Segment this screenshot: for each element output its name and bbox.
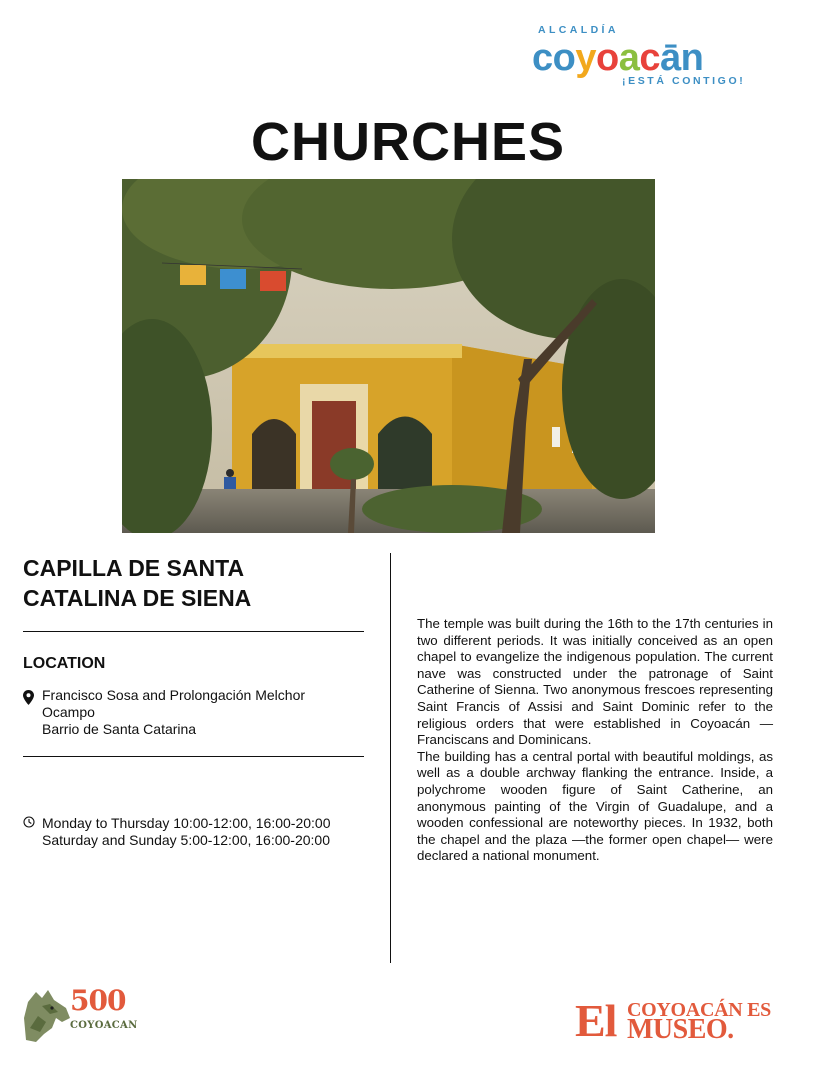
address-line3: Barrio de Santa Catarina (42, 721, 197, 737)
coyoacan-500-logo (22, 986, 137, 1044)
place-name-line2: CATALINA DE SIENA (23, 585, 252, 611)
page-title: CHURCHES (250, 112, 566, 172)
description-paragraph-2: The building has a central portal with beautiful moldings, as well as a double archway flanking the entrance. Inside, a polychrome wooden figure of Saint Catherine, an anonymous painting of the Virgin of Guadalupe, and a wooden confessional are noteworthy pieces. In 1932, both the chapel and the plaza —the former open chapel— were declared a national monument. (417, 748, 773, 864)
opening-hours (42, 815, 362, 849)
description-paragraph-1: The temple was built during the 16th to the 17th centuries in two different periods. It was initially conceived as an open chapel to evangelize the indigenous population. The current nave was constructed under the patronage of Saint Catherine of Sienna. Two anonymous frescoes representing Saint Francis of Assisi and Saint Dominic refer to the religious orders that were established in Coyoacán — Franciscans and Dominicans. (417, 616, 773, 748)
hours-line1: Monday to Thursday 10:00-12:00, 16:00-20:00 (42, 815, 331, 831)
alcaldia-coyoacan-logo (532, 24, 782, 94)
place-name (23, 553, 363, 613)
logo-letter: n (680, 37, 704, 79)
pin-icon (23, 690, 34, 705)
description (417, 616, 773, 865)
divider-bottom (23, 756, 364, 757)
place-name-line1: CAPILLA DE SANTA (23, 555, 245, 581)
coyote-head-icon (22, 988, 72, 1044)
clock-icon (23, 815, 35, 827)
logo-tagline: ¡ESTÁ CONTIGO! (622, 75, 746, 87)
museo-logo-el: El (575, 995, 617, 1046)
logo-letter: ā (660, 37, 681, 79)
address-line1: Francisco Sosa and Prolongación Melchor (42, 687, 306, 703)
logo-letter: c (532, 37, 553, 79)
logo-letter: o (552, 37, 576, 79)
location-label: LOCATION (23, 655, 106, 672)
church-photo (122, 179, 655, 533)
logo-small-text: ALCALDÍA (538, 24, 619, 36)
address-line2: Ocampo (42, 704, 95, 720)
logo-500-number: 500 (70, 984, 126, 1017)
museo-logo-bottom: MUSEO. (627, 1014, 734, 1045)
museo-logo-top: COYOACÁN ES (627, 999, 771, 1021)
hours-line2: Saturday and Sunday 5:00-12:00, 16:00-20:00 (42, 832, 330, 848)
logo-letter: y (575, 37, 596, 79)
address (42, 687, 362, 738)
logo-letter: o (596, 37, 619, 79)
column-divider (390, 553, 391, 963)
coyoacan-es-museo-logo (575, 996, 790, 1048)
logo-letter: a (618, 37, 640, 79)
logo-letter: c (639, 37, 660, 79)
logo-wordmark (532, 36, 703, 80)
logo-500-text: COYOACAN (70, 1020, 138, 1031)
divider-top (23, 631, 364, 632)
